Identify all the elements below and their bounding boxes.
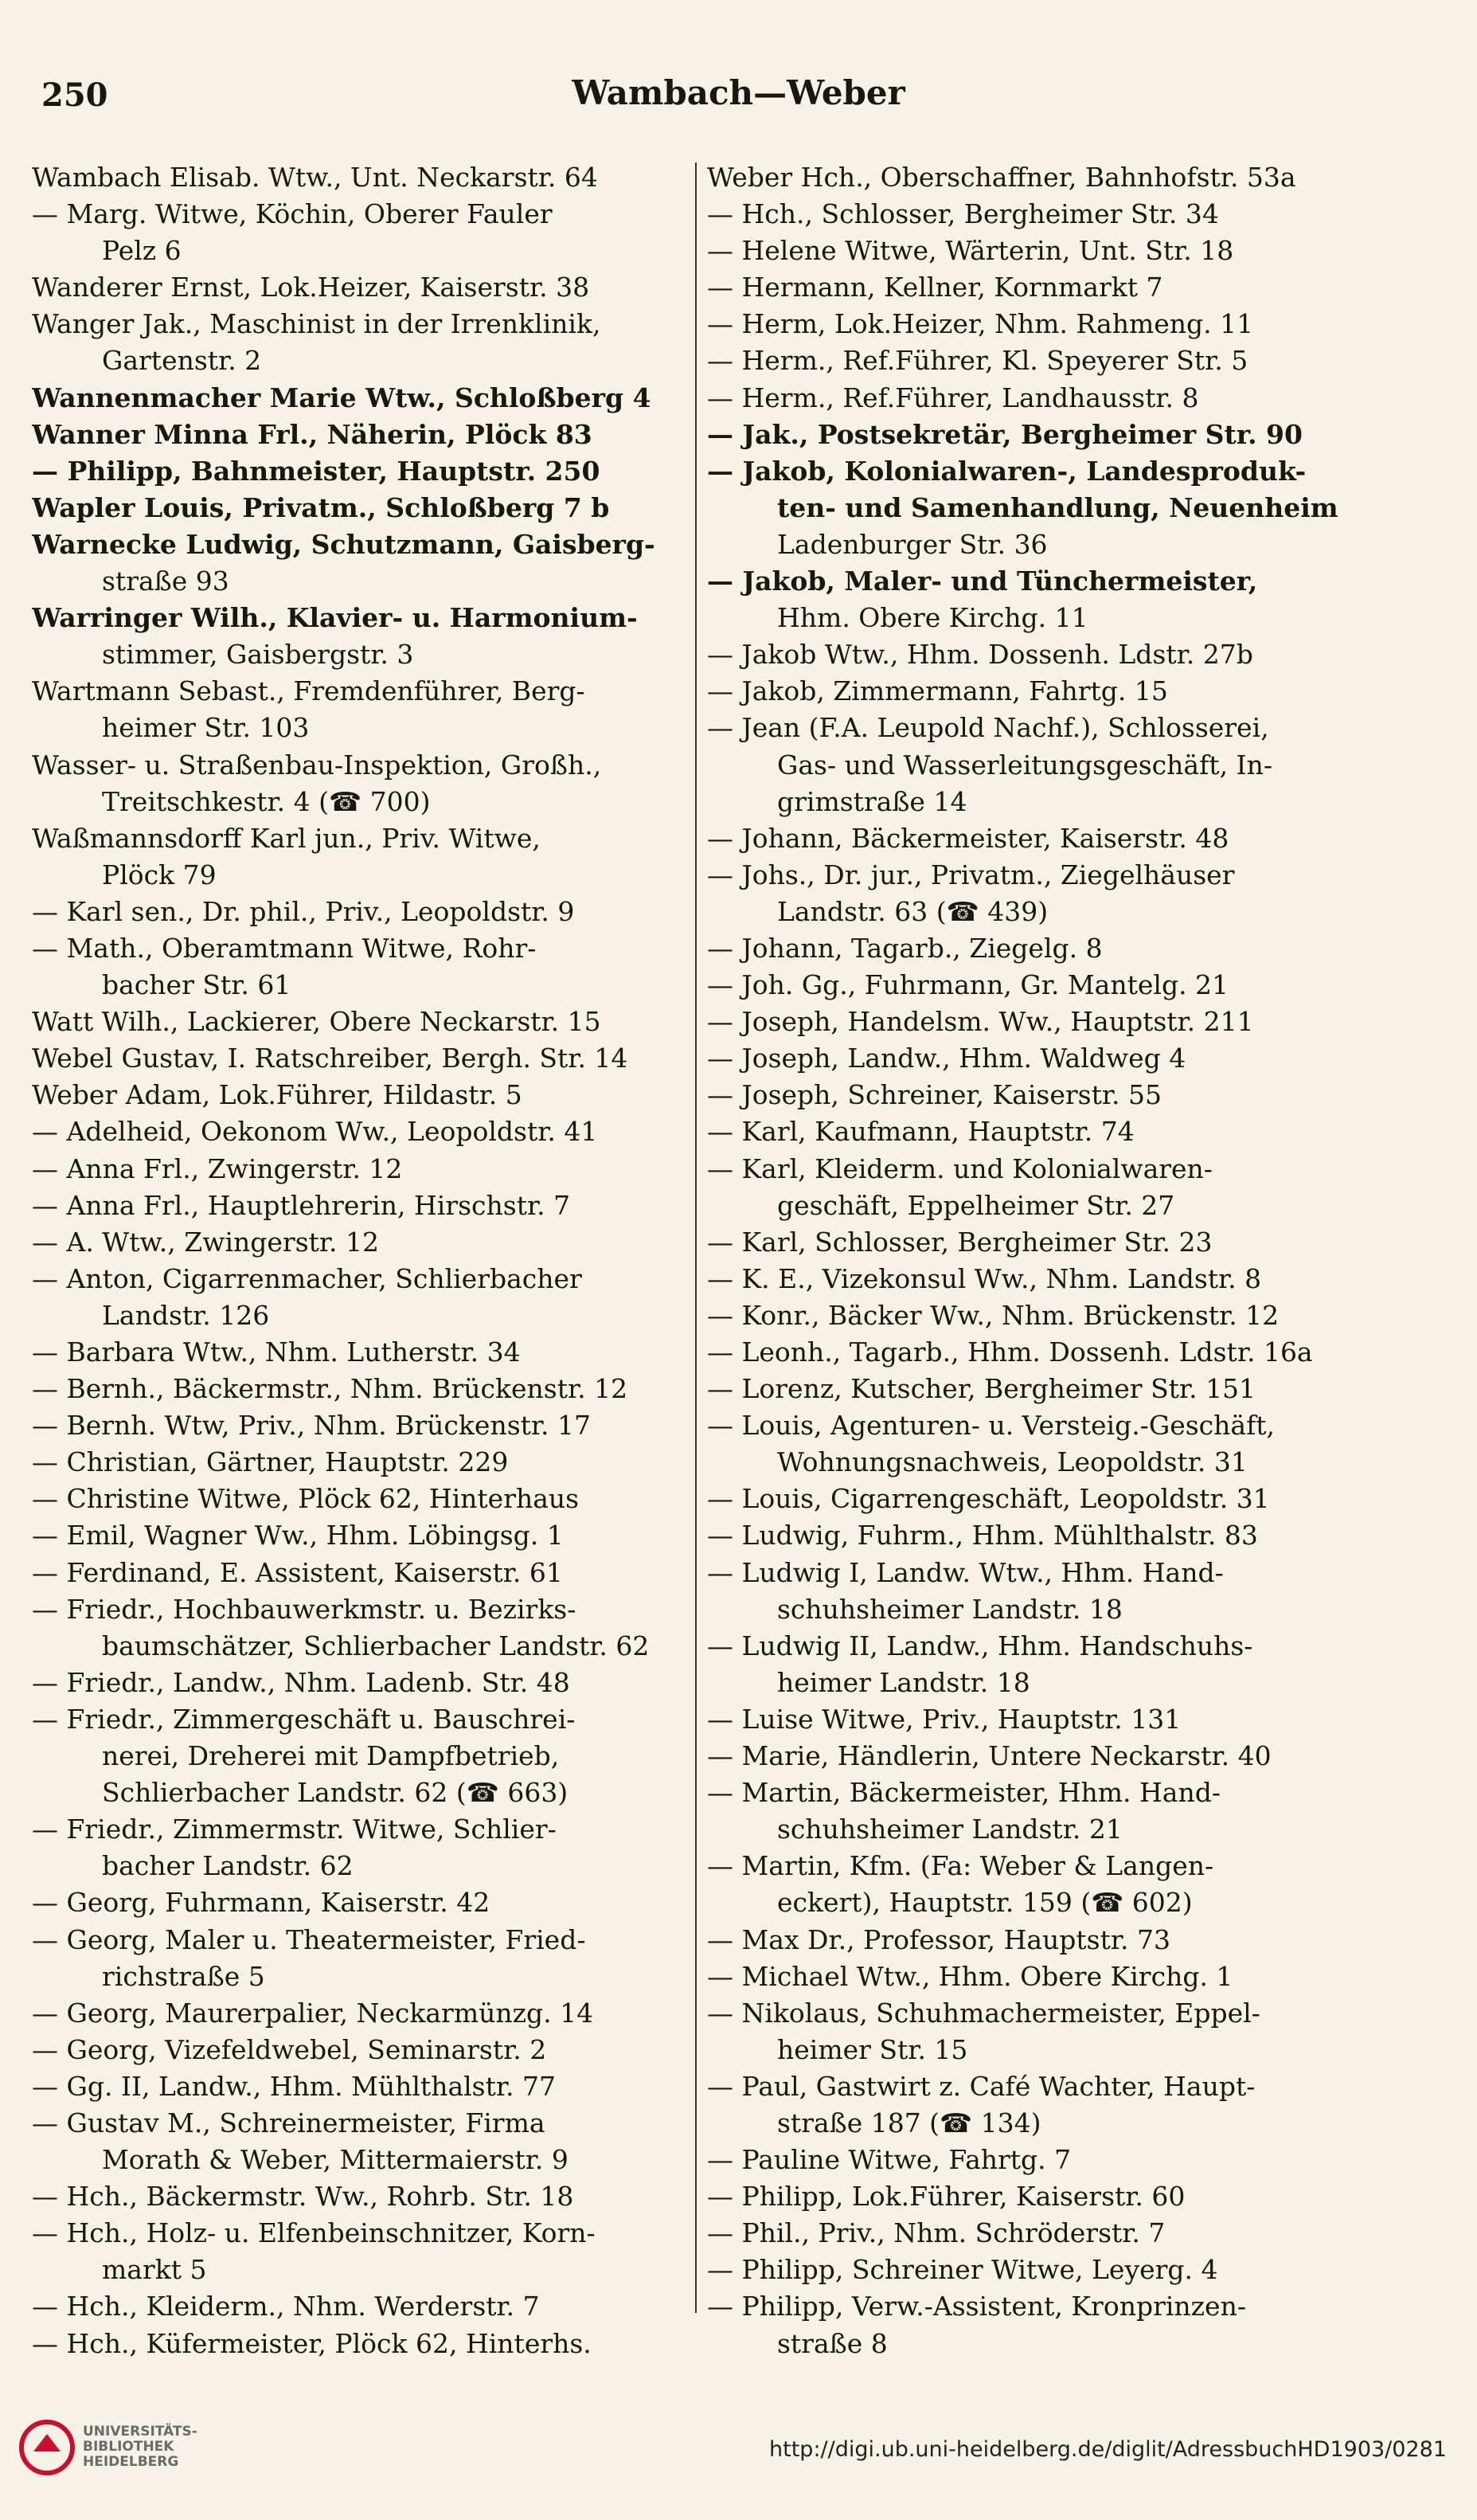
page-footer — [0, 2413, 1477, 2520]
directory-entry-line: — Johann, Bäckermeister, Kaiserstr. 48 — [707, 822, 1229, 854]
library-name — [83, 2424, 197, 2470]
directory-entry-line: — Johann, Tagarb., Ziegelg. 8 — [707, 932, 1103, 964]
directory-entry-line: geschäft, Eppelheimer Str. 27 — [777, 1189, 1175, 1221]
directory-entry-line: — Bernh., Bäckermstr., Nhm. Brückenstr. 12 — [32, 1373, 628, 1405]
directory-entry-line: — Hermann, Kellner, Kornmarkt 7 — [707, 272, 1163, 303]
directory-entry-line: — Anna Frl., Zwingerstr. 12 — [32, 1152, 403, 1184]
directory-entry-line: — Hch., Bäckermstr. Ww., Rohrb. Str. 18 — [32, 2181, 574, 2213]
directory-entry-line: Wanderer Ernst, Lok.Heizer, Kaiserstr. 38 — [32, 272, 590, 303]
directory-entry-line: — Ludwig I, Landw. Wtw., Hhm. Hand- — [707, 1556, 1224, 1588]
directory-entry-line: — Philipp, Schreiner Witwe, Leyerg. 4 — [707, 2254, 1218, 2286]
left-column — [32, 159, 701, 2362]
directory-entry-line: — Karl, Schlosser, Bergheimer Str. 23 — [707, 1226, 1213, 1258]
library-name-line: HEIDELBERG — [83, 2454, 179, 2470]
directory-entry-line: bacher Landstr. 62 — [102, 1850, 354, 1882]
library-name-line: UNIVERSITÄTS- — [83, 2424, 197, 2440]
directory-entry-line: — Hch., Holz- u. Elfenbeinschnitzer, Korn- — [32, 2217, 596, 2249]
directory-entry-line: — Jak., Postsekretär, Bergheimer Str. 90 — [707, 418, 1303, 450]
directory-entry-line: Wasser- u. Straßenbau-Inspektion, Großh., — [32, 749, 602, 781]
directory-entry-line: — Michael Wtw., Hhm. Obere Kirchg. 1 — [707, 1960, 1233, 1992]
directory-entry-line: — Friedr., Landw., Nhm. Ladenb. Str. 48 — [32, 1666, 570, 1698]
directory-entry-line: — Pauline Witwe, Fahrtg. 7 — [707, 2144, 1072, 2176]
directory-entry-line: Wohnungsnachweis, Leopoldstr. 31 — [777, 1446, 1248, 1478]
directory-entry-line: heimer Str. 103 — [102, 712, 310, 744]
directory-entry-line: Gartenstr. 2 — [102, 345, 262, 377]
directory-entry-line: — Louis, Cigarrengeschäft, Leopoldstr. 31 — [707, 1483, 1270, 1515]
directory-entry-line: ten- und Samenhandlung, Neuenheim — [777, 491, 1338, 523]
directory-entry-line: — Philipp, Bahnmeister, Hauptstr. 250 — [32, 455, 600, 487]
directory-entry-line: — Martin, Bäckermeister, Hhm. Hand- — [707, 1777, 1221, 1809]
directory-entry-line: Wapler Louis, Privatm., Schloßberg 7 b — [32, 491, 610, 523]
directory-entry-line: Wartmann Sebast., Fremdenführer, Berg- — [32, 675, 585, 707]
directory-entry-line: straße 8 — [777, 2327, 888, 2359]
directory-entry-line: markt 5 — [102, 2254, 207, 2286]
directory-entry-line: Treitschkestr. 4 (☎ 700) — [102, 785, 431, 817]
library-logo-icon — [19, 2420, 75, 2475]
directory-entry-line: — Georg, Maler u. Theatermeister, Fried- — [32, 1923, 586, 1955]
directory-entry-line: — Marg. Witwe, Köchin, Oberer Fauler — [32, 198, 553, 230]
directory-entry-line: Schlierbacher Landstr. 62 (☎ 663) — [102, 1777, 569, 1809]
directory-entry-line: Weber Adam, Lok.Führer, Hildastr. 5 — [32, 1079, 522, 1111]
directory-entry-line: Plöck 79 — [102, 859, 217, 890]
directory-entry-line: — Max Dr., Professor, Hauptstr. 73 — [707, 1923, 1170, 1955]
directory-entry-line: — Friedr., Hochbauwerkmstr. u. Bezirks- — [32, 1593, 576, 1625]
page-number: 250 — [41, 76, 108, 114]
directory-entry-line: — Philipp, Verw.-Assistent, Kronprinzen- — [707, 2291, 1246, 2322]
directory-entry-line: — Joseph, Landw., Hhm. Waldweg 4 — [707, 1043, 1186, 1074]
directory-entry-line: straße 187 (☎ 134) — [777, 2107, 1041, 2138]
directory-entry-line: — Jakob, Zimmermann, Fahrtg. 15 — [707, 675, 1168, 707]
directory-entry-line: Wanner Minna Frl., Näherin, Plöck 83 — [32, 418, 592, 450]
directory-entry-line: — Hch., Schlosser, Bergheimer Str. 34 — [707, 198, 1219, 230]
directory-entry-line: Wambach Elisab. Wtw., Unt. Neckarstr. 64 — [32, 162, 598, 193]
column-divider — [695, 162, 697, 2313]
directory-entry-line: Watt Wilh., Lackierer, Obere Neckarstr. 15 — [32, 1006, 601, 1038]
directory-entry-line: Waßmannsdorff Karl jun., Priv. Witwe, — [32, 822, 541, 854]
directory-entry-line: — Philipp, Lok.Führer, Kaiserstr. 60 — [707, 2181, 1186, 2213]
directory-entry-line: Wannenmacher Marie Wtw., Schloßberg 4 — [32, 382, 651, 413]
directory-entry-line: richstraße 5 — [102, 1960, 265, 1992]
directory-entry-line: — Luise Witwe, Priv., Hauptstr. 131 — [707, 1703, 1182, 1735]
directory-entry-line: — Emil, Wagner Ww., Hhm. Löbingsg. 1 — [32, 1520, 564, 1552]
directory-entry-line: — Ludwig, Fuhrm., Hhm. Mühlthalstr. 83 — [707, 1520, 1258, 1552]
directory-entry-line: straße 93 — [102, 565, 229, 597]
directory-entry-line: Landstr. 63 (☎ 439) — [777, 895, 1049, 927]
directory-entry-line: — Hch., Kleiderm., Nhm. Werderstr. 7 — [32, 2291, 540, 2322]
directory-entry-line: — Anton, Cigarrenmacher, Schlierbacher — [32, 1262, 582, 1294]
directory-entry-line: — Marie, Händlerin, Untere Neckarstr. 40 — [707, 1740, 1272, 1772]
directory-entry-line: — Helene Witwe, Wärterin, Unt. Str. 18 — [707, 235, 1234, 267]
directory-entry-line: Gas- und Wasserleitungsgeschäft, In- — [777, 749, 1272, 781]
directory-entry-line: — Karl, Kleiderm. und Kolonialwaren- — [707, 1152, 1213, 1184]
directory-entry-line: stimmer, Gaisbergstr. 3 — [102, 639, 414, 671]
directory-entry-line: — Joh. Gg., Fuhrmann, Gr. Mantelg. 21 — [707, 969, 1229, 1001]
directory-entry-line: Warnecke Ludwig, Schutzmann, Gaisberg- — [32, 528, 655, 560]
directory-entry-line: — Jean (F.A. Leupold Nachf.), Schlosserei, — [707, 712, 1269, 744]
directory-entry-line: — Barbara Wtw., Nhm. Lutherstr. 34 — [32, 1336, 521, 1368]
directory-entry-line: — K. E., Vizekonsul Ww., Nhm. Landstr. 8 — [707, 1262, 1262, 1294]
directory-entry-line: — Jakob, Maler- und Tünchermeister, — [707, 565, 1258, 597]
directory-entry-line: grimstraße 14 — [777, 785, 967, 817]
directory-entry-line: — Georg, Vizefeldwebel, Seminarstr. 2 — [32, 2033, 547, 2065]
directory-entry-line: — Adelheid, Oekonom Ww., Leopoldstr. 41 — [32, 1116, 598, 1148]
directory-entry-line: — Friedr., Zimmergeschäft u. Bauschrei- — [32, 1703, 576, 1735]
directory-entry-line: — Christine Witwe, Plöck 62, Hinterhaus — [32, 1483, 580, 1515]
directory-entry-line: — Karl sen., Dr. phil., Priv., Leopoldstr. 9 — [32, 895, 575, 927]
directory-entry-line: — Ludwig II, Landw., Hhm. Handschuhs- — [707, 1630, 1253, 1661]
directory-entry-line: — Georg, Maurerpalier, Neckarmünzg. 14 — [32, 1997, 594, 2029]
directory-entry-line: — Herm, Lok.Heizer, Nhm. Rahmeng. 11 — [707, 308, 1254, 340]
directory-entry-line: — Nikolaus, Schuhmachermeister, Eppel- — [707, 1997, 1260, 2029]
directory-entry-line: — Martin, Kfm. (Fa: Weber & Langen- — [707, 1850, 1214, 1882]
directory-entry-line: — Bernh. Wtw, Priv., Nhm. Brückenstr. 17 — [32, 1410, 592, 1442]
directory-entry-line: eckert), Hauptstr. 159 (☎ 602) — [777, 1887, 1193, 1919]
directory-entry-line: — Hch., Küfermeister, Plöck 62, Hinterhs. — [32, 2327, 592, 2359]
directory-entry-line: Warringer Wilh., Klavier- u. Harmonium- — [32, 602, 638, 634]
directory-entry-line: — Herm., Ref.Führer, Landhausstr. 8 — [707, 382, 1199, 413]
directory-entry-line: baumschätzer, Schlierbacher Landstr. 62 — [102, 1630, 650, 1661]
directory-entry-line: — Paul, Gastwirt z. Café Wachter, Haupt- — [707, 2070, 1256, 2102]
directory-entry-line: — A. Wtw., Zwingerstr. 12 — [32, 1226, 380, 1258]
directory-entry-line: — Joseph, Handelsm. Ww., Hauptstr. 211 — [707, 1006, 1254, 1038]
directory-entry-line: — Louis, Agenturen- u. Versteig.-Geschäft, — [707, 1410, 1276, 1442]
directory-entry-line: nerei, Dreherei mit Dampfbetrieb, — [102, 1740, 560, 1772]
page-header — [0, 0, 1477, 135]
source-url-link[interactable]: http://digi.ub.uni-heidelberg.de/diglit/AdressbuchHD1903/0281 — [769, 2437, 1447, 2462]
right-column — [707, 159, 1376, 2362]
directory-entry-line: — Jakob, Kolonialwaren-, Landesproduk- — [707, 455, 1307, 487]
directory-entry-line: — Gustav M., Schreinermeister, Firma — [32, 2107, 545, 2138]
directory-entry-line: — Herm., Ref.Führer, Kl. Speyerer Str. 5 — [707, 345, 1248, 377]
directory-entry-line: — Konr., Bäcker Ww., Nhm. Brückenstr. 12 — [707, 1299, 1280, 1331]
directory-entry-line: — Ferdinand, E. Assistent, Kaiserstr. 61 — [32, 1556, 563, 1588]
directory-entry-line: Weber Hch., Oberschaffner, Bahnhofstr. 53a — [707, 162, 1296, 193]
directory-entry-line: Wanger Jak., Maschinist in der Irrenklinik, — [32, 308, 601, 340]
directory-entry-line: Landstr. 126 — [102, 1299, 270, 1331]
directory-entry-line: schuhsheimer Landstr. 21 — [777, 1814, 1123, 1845]
directory-entry-line: — Anna Frl., Hauptlehrerin, Hirschstr. 7 — [32, 1189, 571, 1221]
directory-entry-line: — Leonh., Tagarb., Hhm. Dossenh. Ldstr. 16a — [707, 1336, 1313, 1368]
directory-entry-line: — Karl, Kaufmann, Hauptstr. 74 — [707, 1116, 1135, 1148]
directory-entry-line: — Johs., Dr. jur., Privatm., Ziegelhäuser — [707, 859, 1235, 890]
directory-entry-line: — Lorenz, Kutscher, Bergheimer Str. 151 — [707, 1373, 1256, 1405]
directory-entry-line: — Georg, Fuhrmann, Kaiserstr. 42 — [32, 1887, 490, 1919]
directory-entry-line: — Math., Oberamtmann Witwe, Rohr- — [32, 932, 537, 964]
directory-entry-line: — Phil., Priv., Nhm. Schröderstr. 7 — [707, 2217, 1166, 2249]
directory-entry-line: Ladenburger Str. 36 — [777, 528, 1048, 560]
directory-entry-line: — Jakob Wtw., Hhm. Dossenh. Ldstr. 27b — [707, 639, 1253, 671]
directory-entry-line: Webel Gustav, I. Ratschreiber, Bergh. Str. 14 — [32, 1043, 628, 1074]
running-head: Wambach—Weber — [572, 73, 905, 112]
directory-entry-line: — Friedr., Zimmermstr. Witwe, Schlier- — [32, 1814, 557, 1845]
directory-entry-line: heimer Str. 15 — [777, 2033, 968, 2065]
directory-entry-line: — Joseph, Schreiner, Kaiserstr. 55 — [707, 1079, 1162, 1111]
directory-entry-line: Morath & Weber, Mittermaierstr. 9 — [102, 2144, 569, 2176]
directory-entry-line: Pelz 6 — [102, 235, 182, 267]
directory-entry-line: heimer Landstr. 18 — [777, 1666, 1030, 1698]
library-name-line: BIBLIOTHEK — [83, 2439, 174, 2455]
directory-entry-line: schuhsheimer Landstr. 18 — [777, 1593, 1123, 1625]
directory-entry-line: bacher Str. 61 — [102, 969, 291, 1001]
directory-entry-line: Hhm. Obere Kirchg. 11 — [777, 602, 1088, 634]
directory-entry-line: — Gg. II, Landw., Hhm. Mühlthalstr. 77 — [32, 2070, 556, 2102]
directory-entry-line: — Christian, Gärtner, Hauptstr. 229 — [32, 1446, 509, 1478]
